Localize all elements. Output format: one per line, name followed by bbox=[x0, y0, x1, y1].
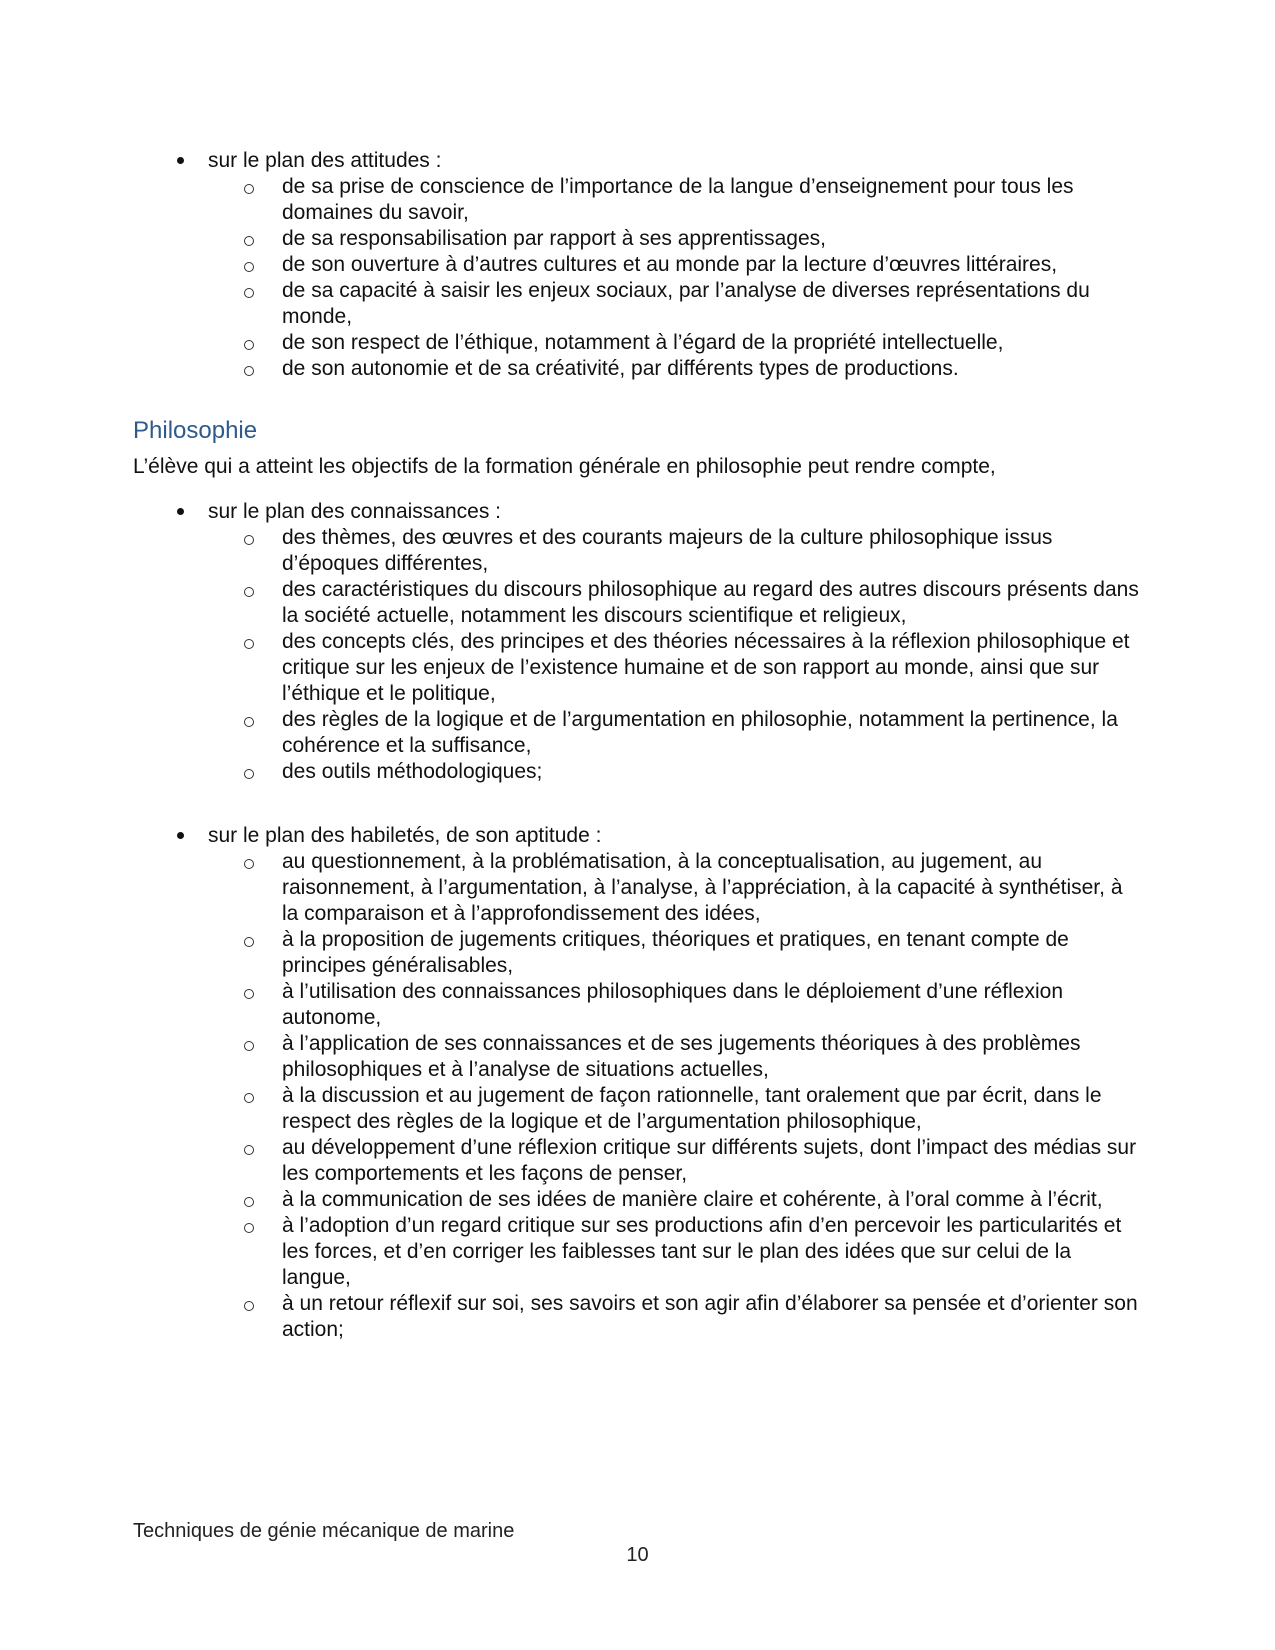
habiletes-bullet bbox=[0, 823, 1275, 849]
bullet-icon bbox=[177, 157, 184, 164]
circle-bullet-icon bbox=[244, 717, 254, 727]
habiletes-section bbox=[0, 823, 1275, 1343]
list-item: à l’application de ses connaissances et de ses jugements théoriques à des problèmes philosophiques et à l’analyse de situations actuelles, bbox=[0, 1031, 1142, 1083]
list-item: à la discussion et au jugement de façon rationnelle, tant oralement que par écrit, dans le respect des règles de la logique et de l’argumentation philosophique, bbox=[0, 1083, 1142, 1135]
circle-bullet-icon bbox=[244, 989, 254, 999]
bullet-icon bbox=[177, 832, 184, 839]
circle-bullet-icon bbox=[244, 366, 254, 376]
circle-bullet-icon bbox=[244, 769, 254, 779]
connaissances-bullet bbox=[0, 499, 1275, 525]
circle-bullet-icon bbox=[244, 639, 254, 649]
list-item: de son autonomie et de sa créativité, par différents types de productions. bbox=[0, 356, 1142, 382]
connaissances-list bbox=[0, 525, 1275, 785]
list-item: à l’utilisation des connaissances philosophiques dans le déploiement d’une réflexion autonome, bbox=[0, 979, 1142, 1031]
circle-bullet-icon bbox=[244, 340, 254, 350]
connaissances-label: sur le plan des connaissances : bbox=[208, 500, 502, 523]
circle-bullet-icon bbox=[244, 184, 254, 194]
list-item: des règles de la logique et de l’argumentation en philosophie, notamment la pertinence, la cohérence et la suffisance, bbox=[0, 707, 1142, 759]
list-item: de son ouverture à d’autres cultures et au monde par la lecture d’œuvres littéraires, bbox=[0, 252, 1142, 278]
attitudes-label: sur le plan des attitudes : bbox=[208, 149, 442, 172]
circle-bullet-icon bbox=[244, 587, 254, 597]
footer-program-title: Techniques de génie mécanique de marine bbox=[133, 1520, 515, 1542]
list-item: des thèmes, des œuvres et des courants majeurs de la culture philosophique issus d’époques différentes, bbox=[0, 525, 1142, 577]
circle-bullet-icon bbox=[244, 236, 254, 246]
list-item: de sa prise de conscience de l’importance de la langue d’enseignement pour tous les domaines du savoir, bbox=[0, 174, 1142, 226]
circle-bullet-icon bbox=[244, 1223, 254, 1233]
list-item: des caractéristiques du discours philosophique au regard des autres discours présents dans la société actuelle, notamment les discours scientifique et religieux, bbox=[0, 577, 1142, 629]
circle-bullet-icon bbox=[244, 937, 254, 947]
circle-bullet-icon bbox=[244, 288, 254, 298]
list-item: au développement d’une réflexion critique sur différents sujets, dont l’impact des médias sur les comportements et les façons de penser, bbox=[0, 1135, 1142, 1187]
circle-bullet-icon bbox=[244, 1041, 254, 1051]
list-item: à la proposition de jugements critiques, théoriques et pratiques, en tenant compte de principes généralisables, bbox=[0, 927, 1142, 979]
intro-paragraph: L’élève qui a atteint les objectifs de la formation générale en philosophie peut rendre compte, bbox=[133, 455, 996, 478]
attitudes-list bbox=[0, 174, 1275, 382]
list-item: des concepts clés, des principes et des théories nécessaires à la réflexion philosophique et critique sur les enjeux de l’existence humaine et de son rapport au monde, ainsi que sur l’éthique et le politique, bbox=[0, 629, 1142, 707]
list-item: des outils méthodologiques; bbox=[0, 759, 1142, 785]
page-number: 10 bbox=[626, 1544, 649, 1566]
connaissances-section bbox=[0, 499, 1275, 785]
circle-bullet-icon bbox=[244, 1145, 254, 1155]
list-item: à la communication de ses idées de manière claire et cohérente, à l’oral comme à l’écrit, bbox=[0, 1187, 1142, 1213]
habiletes-list bbox=[0, 849, 1275, 1343]
list-item: à l’adoption d’un regard critique sur ses productions afin d’en percevoir les particularités et les forces, et d’en corriger les faiblesses tant sur le plan des idées que sur celui de la langue, bbox=[0, 1213, 1142, 1291]
circle-bullet-icon bbox=[244, 859, 254, 869]
list-item: de son respect de l’éthique, notamment à l’égard de la propriété intellectuelle, bbox=[0, 330, 1142, 356]
list-item: de sa capacité à saisir les enjeux sociaux, par l’analyse de diverses représentations du monde, bbox=[0, 278, 1142, 330]
list-item: à un retour réflexif sur soi, ses savoirs et son agir afin d’élaborer sa pensée et d’orienter son action; bbox=[0, 1291, 1142, 1343]
attitudes-bullet bbox=[0, 148, 1275, 174]
bullet-icon bbox=[177, 508, 184, 515]
section-heading: Philosophie bbox=[133, 417, 258, 444]
circle-bullet-icon bbox=[244, 262, 254, 272]
list-item: au questionnement, à la problématisation, à la conceptualisation, au jugement, au raisonnement, à l’argumentation, à l’analyse, à l’appréciation, à la capacité à synthétiser, à la comparaison et à l’approfondissement des idées, bbox=[0, 849, 1142, 927]
circle-bullet-icon bbox=[244, 1093, 254, 1103]
circle-bullet-icon bbox=[244, 535, 254, 545]
attitudes-section bbox=[0, 148, 1275, 382]
habiletes-label: sur le plan des habiletés, de son aptitude : bbox=[208, 824, 602, 847]
circle-bullet-icon bbox=[244, 1301, 254, 1311]
circle-bullet-icon bbox=[244, 1197, 254, 1207]
list-item: de sa responsabilisation par rapport à ses apprentissages, bbox=[0, 226, 1142, 252]
